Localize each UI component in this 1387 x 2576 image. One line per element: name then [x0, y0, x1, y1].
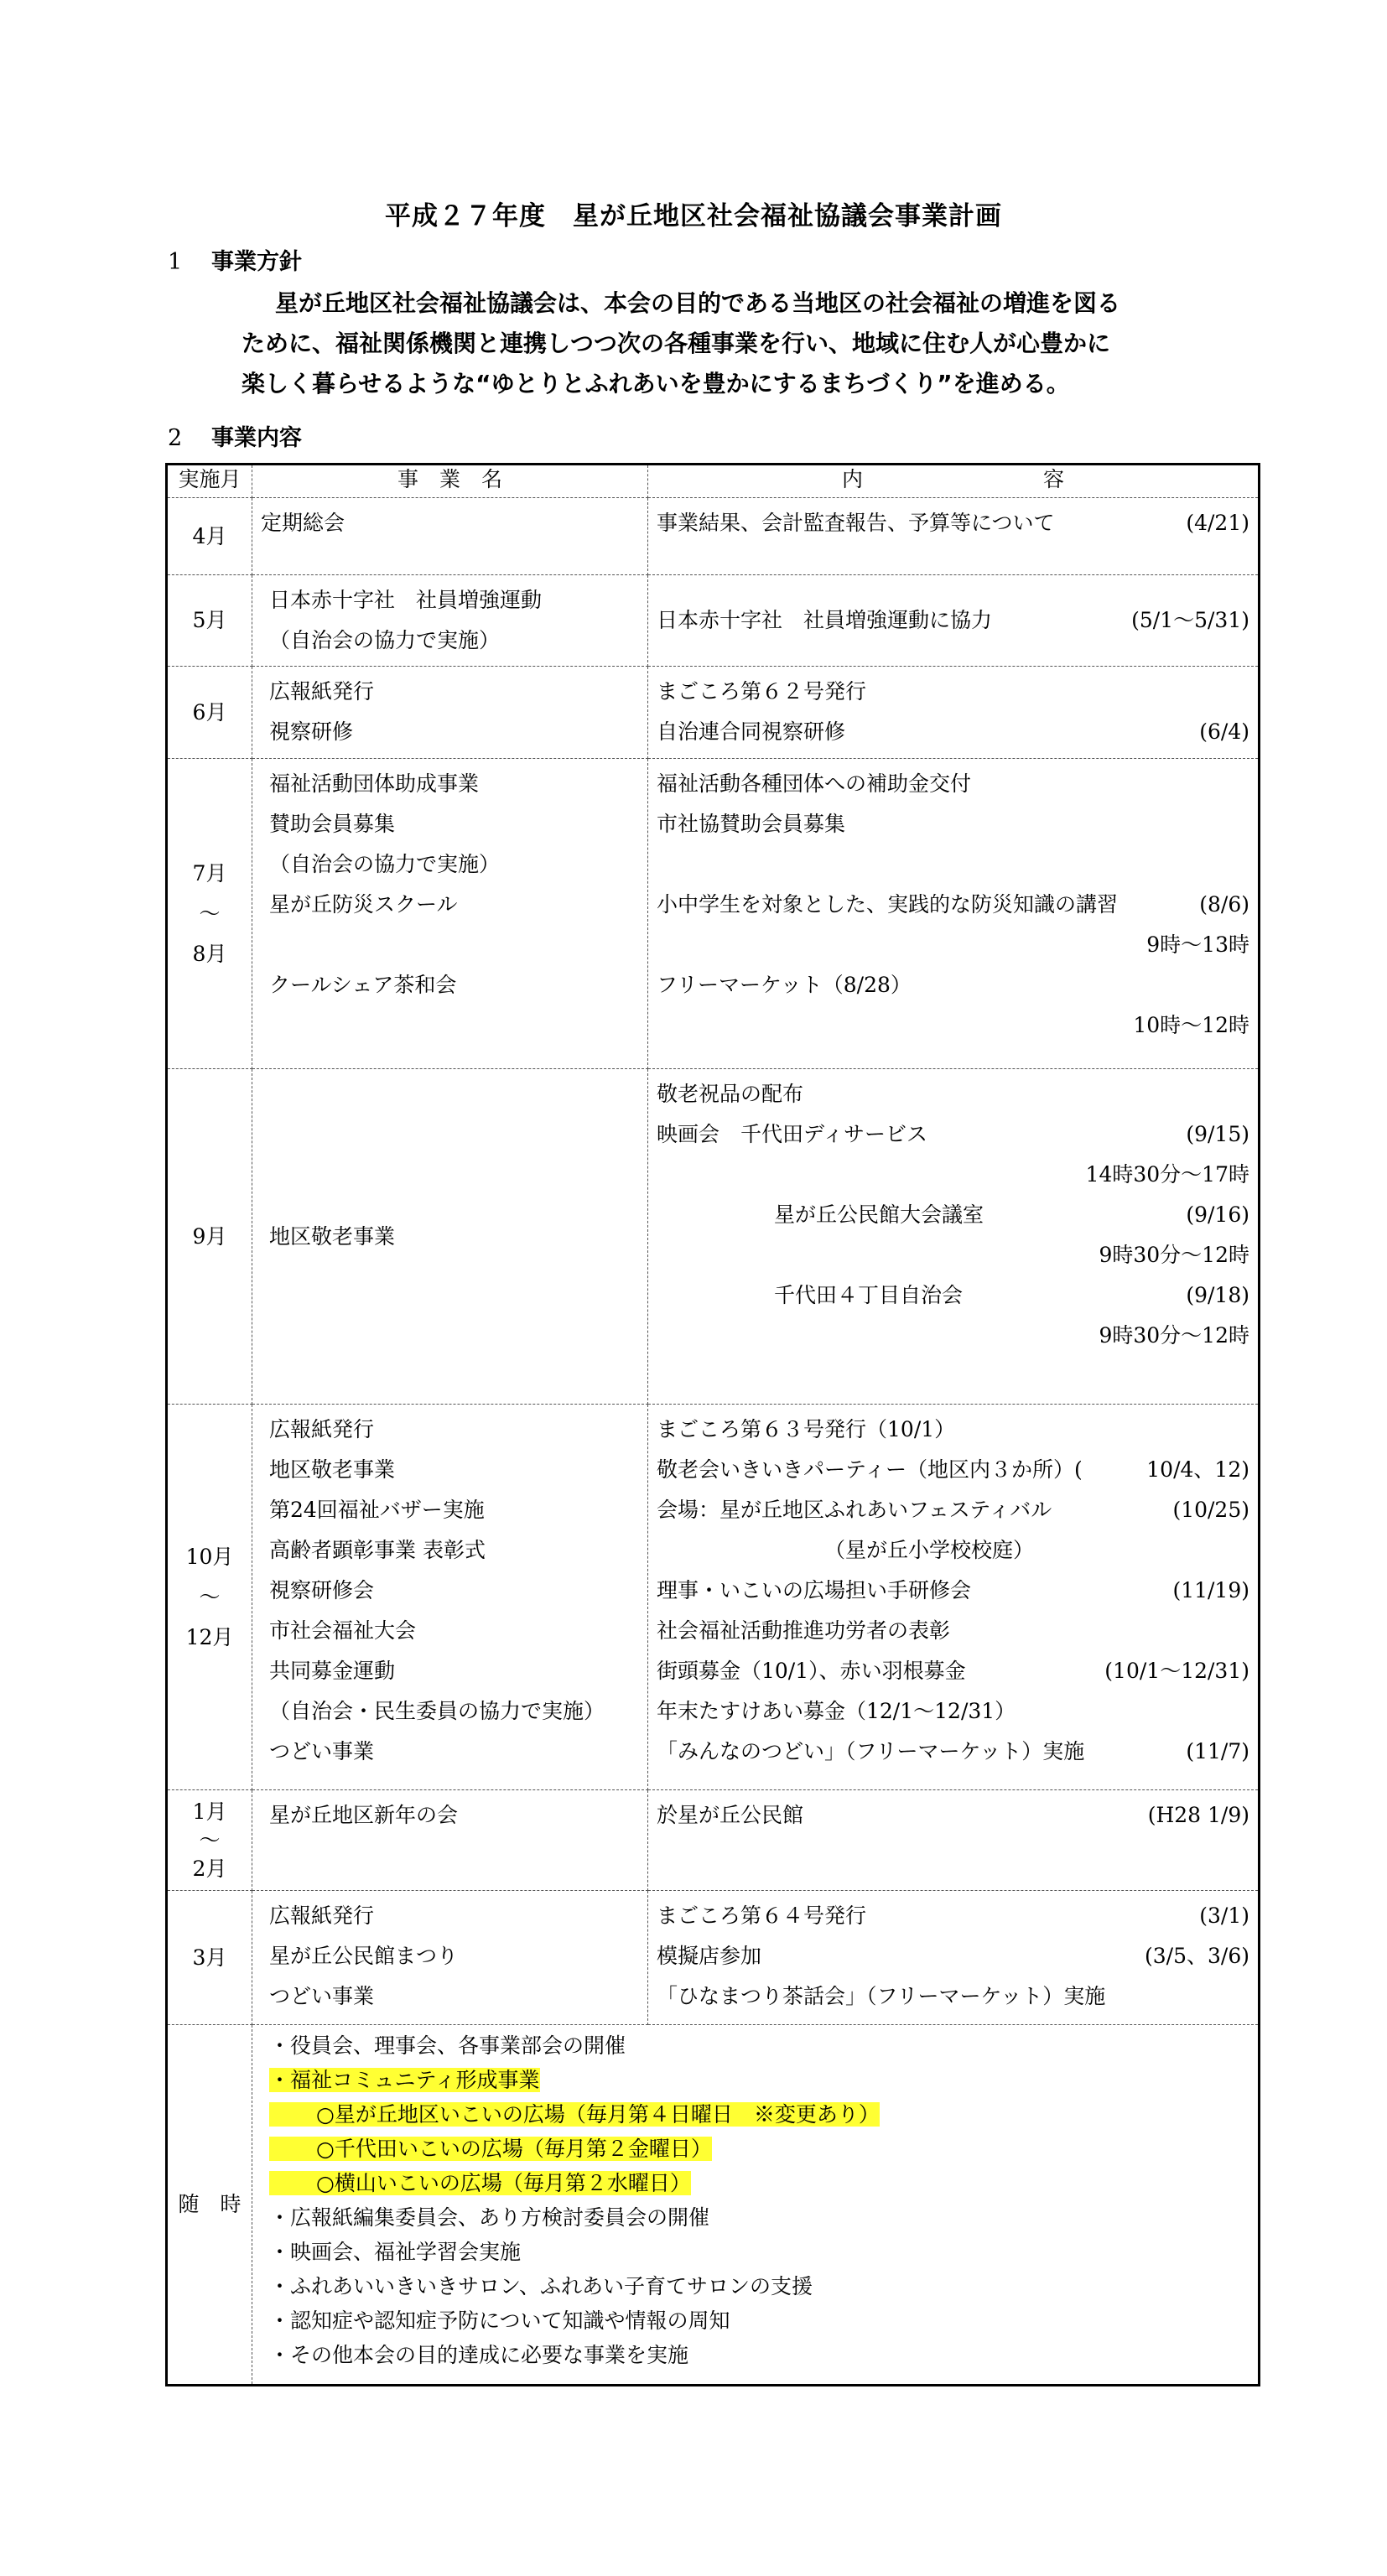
name-cell: 広報紙発行 星が丘公民館まつり つどい事業	[252, 1891, 648, 2025]
section-1-label: 事業方針	[211, 249, 302, 275]
anytime-items-cell	[252, 2025, 1260, 2386]
name-cell: 星が丘地区新年の会	[252, 1790, 648, 1891]
table-row-jan-feb	[167, 1790, 1260, 1891]
page-title: 平成２７年度 星が丘地区社会福祉協議会事業計画	[385, 201, 1002, 231]
name-cell: 日本赤十字社 社員増強運動 （自治会の協力で実施）	[252, 575, 648, 667]
name-cell: 地区敬老事業	[252, 1069, 648, 1405]
content-cell: まごころ第６４号発行 (3/1) 模擬店参加 (3/5、3/6) 「ひなまつり茶話会」（フリーマーケット）実施	[648, 1891, 1260, 2025]
policy-paragraph	[242, 283, 1239, 404]
table-row-sep	[167, 1069, 1260, 1405]
content-cell: まごころ第６２号発行 自治連合同視察研修 (6/4)	[648, 667, 1260, 759]
list-item: ・認知症や認知症予防について知識や情報の周知	[269, 2309, 730, 2333]
plan-table	[165, 463, 1260, 2386]
content-cell: 日本赤十字社 社員増強運動に協力 (5/1～5/31)	[648, 575, 1260, 667]
month-cell: 6月	[167, 667, 252, 759]
table-header-row	[167, 465, 1260, 498]
policy-line-1: 星が丘地区社会福祉協議会は、本会の目的である当地区の社会福祉の増進を図る	[275, 289, 1121, 317]
name-cell: 福祉活動団体助成事業 賛助会員募集 （自治会の協力で実施） 星が丘防災スクール クールシェア茶和会	[252, 759, 648, 1069]
month-cell: 随 時	[167, 2025, 252, 2386]
table-row-jun	[167, 667, 1260, 759]
name-cell: 広報紙発行 地区敬老事業 第24回福祉バザー実施 高齢者顕彰事業 表彰式 視察研修会 市社会福祉大会 共同募金運動 （自治会・民生委員の協力で実施） つどい事業	[252, 1405, 648, 1790]
table-row-may	[167, 575, 1260, 667]
list-item: ・福祉コミュニティ形成事業	[269, 2068, 540, 2092]
month-cell: 1月 ～ 2月	[167, 1790, 252, 1891]
month-cell: 3月	[167, 1891, 252, 2025]
policy-line-3: 楽しく暮らせるような“ゆとりとふれあいを豊かにするまちづくり”を進める。	[242, 370, 1070, 397]
table-row-apr	[167, 498, 1260, 575]
section-2-heading	[168, 419, 302, 452]
list-item: ・広報紙編集委員会、あり方検討委員会の開催	[269, 2205, 710, 2230]
month-cell: 9月	[167, 1069, 252, 1405]
header-month: 実施月	[167, 465, 252, 498]
header-name: 事 業 名	[252, 465, 648, 498]
section-1-heading	[168, 243, 302, 276]
header-content: 内 容	[648, 465, 1260, 498]
table-row-mar	[167, 1891, 1260, 2025]
policy-line-2: ために、福祉関係機関と連携しつつ次の各種事業を行い、地域に住む人が心豊かに	[242, 330, 1111, 357]
list-item: ・ふれあいいきいきサロン、ふれあい子育てサロンの支援	[269, 2274, 813, 2298]
month-cell: 4月	[167, 498, 252, 575]
month-cell: 10月 ～ 12月	[167, 1405, 252, 1790]
list-item: ・その他本会の目的達成に必要な事業を実施	[269, 2343, 689, 2367]
list-item: ○千代田いこいの広場（毎月第２金曜日）	[261, 2132, 1249, 2166]
name-cell: 広報紙発行 視察研修	[252, 667, 648, 759]
content-cell: 敬老祝品の配布 映画会 千代田ディサービス (9/15) 14時30分～17時 星が丘公民館大会議室 (9/16) 9時30分～12時 千代田４丁目自治会 (9/18) 9時30分～12時	[648, 1069, 1260, 1405]
content-cell: 事業結果、会計監査報告、予算等について (4/21)	[648, 498, 1260, 575]
list-item: ○星が丘地区いこいの広場（毎月第４日曜日 ※変更あり）	[261, 2097, 1249, 2132]
list-item: ○横山いこいの広場（毎月第２水曜日）	[261, 2166, 1249, 2200]
section-1-number: 1	[168, 249, 183, 275]
list-item: ・役員会、理事会、各事業部会の開催	[269, 2033, 626, 2058]
content-cell: 於星が丘公民館 (H28 1/9)	[648, 1790, 1260, 1891]
content-cell: 福祉活動各種団体への補助金交付 市社協賛助会員募集 小中学生を対象とした、実践的な防災知識の講習 (8/6) 9時～13時 フリーマーケット（8/28） 10時～12時	[648, 759, 1260, 1069]
section-2-number: 2	[168, 425, 183, 451]
list-item: ・映画会、福祉学習会実施	[269, 2240, 522, 2264]
section-2-label: 事業内容	[211, 425, 302, 451]
table-row-anytime	[167, 2025, 1260, 2386]
table-row-jul-aug	[167, 759, 1260, 1069]
name-cell: 定期総会	[252, 498, 648, 575]
month-cell: 5月	[167, 575, 252, 667]
month-cell: 7月 ～ 8月	[167, 759, 252, 1069]
content-cell: まごころ第６３号発行（10/1） 敬老会いきいきパーティー（地区内３か所）( 10/4、12) 会場：星が丘地区ふれあいフェスティバル (10/25) （星が丘小学校校庭） 理事・いこいの広場担い手研修会 (11/19) 社会福祉活動推進功労者の表彰 街頭募金（10/1）、赤い羽根募金 (10/1～12/31) 年末たすけあい募金（12/1～12/31） 「みんなのつどい」（フリーマーケット）実施 (11/7)	[648, 1405, 1260, 1790]
table-row-oct-dec	[167, 1405, 1260, 1790]
